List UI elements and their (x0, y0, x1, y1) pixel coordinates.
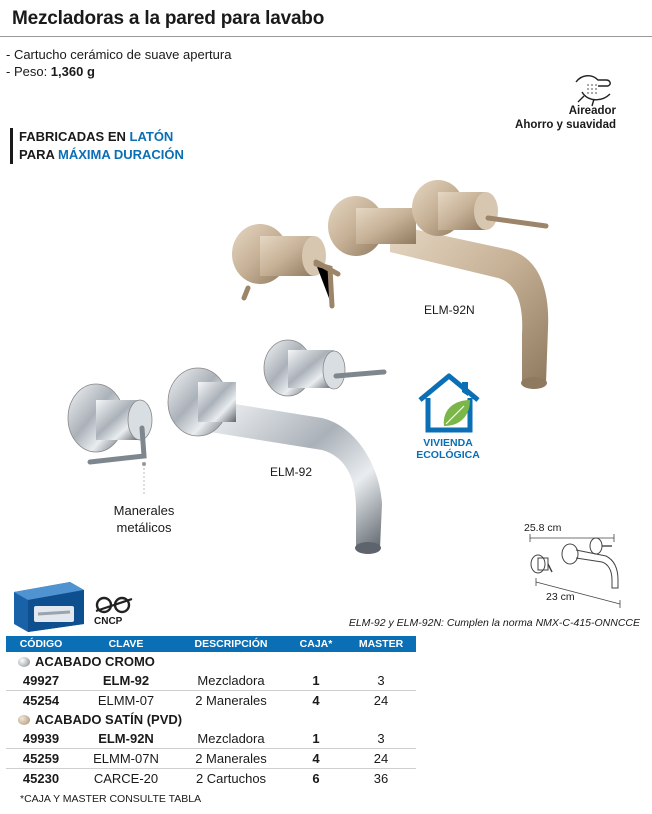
satin-model-label: ELM-92N (424, 303, 475, 317)
manerales-line-2: metálicos (116, 520, 172, 535)
aerator-caption (486, 104, 616, 132)
eco-badge-line-2: ECOLÓGICA (416, 449, 480, 461)
manerales-line-1: Manerales (113, 503, 175, 518)
col-header-master: MASTER (346, 636, 416, 652)
section-row-satin (6, 710, 416, 729)
cell-box: 6 (312, 771, 320, 786)
headline-highlight: LATÓN (129, 129, 174, 144)
table-header-row (6, 636, 416, 652)
table-row (6, 749, 416, 769)
cell-code: 45230 (22, 771, 60, 786)
cell-key: CARCE-20 (93, 771, 159, 786)
feature-cartridge: - Cartucho cerámico de suave apertura (6, 47, 232, 62)
section-title: ACABADO SATÍN (PVD) (35, 712, 183, 727)
cell-box: 4 (312, 693, 320, 708)
headline-line-1 (19, 128, 184, 146)
col-header-description: DESCRIPCIÓN (176, 636, 286, 652)
feature-weight (6, 63, 231, 80)
eco-badge-line-1: VIVIENDA (423, 437, 473, 449)
cell-key: ELMM-07N (76, 749, 176, 769)
chrome-model-label: ELM-92 (270, 465, 313, 479)
satin-finish-icon (18, 715, 30, 725)
cncp-logo-text: CNCP (94, 616, 123, 627)
col-header-code: CÓDIGO (6, 636, 76, 652)
dimension-width: 25.8 cm (524, 522, 562, 534)
aerator-icon (568, 68, 618, 108)
norma-note: ELM-92 y ELM-92N: Cumplen la norma NMX-C-415-ONNCCE (348, 617, 640, 629)
page-title: Mezcladoras a la pared para lavabo (12, 8, 325, 29)
table-row (6, 671, 416, 691)
cell-description: Mezcladora (176, 671, 286, 691)
cell-box: 1 (286, 729, 346, 749)
col-header-box: CAJA* (286, 636, 346, 652)
headline-highlight: MÁXIMA DURACIÓN (58, 147, 184, 162)
col-header-key: CLAVE (76, 636, 176, 652)
cell-code: 45254 (22, 693, 60, 708)
cell-description: Mezcladora (176, 729, 286, 749)
cell-key: ELM-92 (76, 671, 176, 691)
eco-house-icon (414, 370, 484, 436)
table-row (6, 729, 416, 749)
dimension-diagram (516, 524, 636, 614)
manerales-caption (104, 502, 184, 536)
cell-code: 49927 (6, 671, 76, 691)
cell-key: ELMM-07 (97, 693, 155, 708)
product-table (6, 636, 416, 788)
cell-master: 3 (346, 729, 416, 749)
dimension-length: 23 cm (546, 591, 575, 603)
feature-list (6, 46, 231, 80)
title-divider (0, 36, 652, 37)
weight-value: 1,360 g (50, 64, 95, 79)
headline-text: FABRICADAS EN (19, 129, 130, 144)
cell-box: 1 (286, 671, 346, 691)
section-row-chrome (6, 652, 416, 671)
cell-description: 2 Manerales (195, 693, 267, 708)
cell-box: 4 (286, 749, 346, 769)
cell-description: 2 Manerales (176, 749, 286, 769)
cell-master: 24 (373, 693, 389, 708)
cell-code: 49939 (6, 729, 76, 749)
cell-master: 24 (346, 749, 416, 769)
material-headline (10, 128, 184, 164)
table-row (6, 691, 416, 711)
product-box-image (10, 576, 88, 634)
cell-description: 2 Cartuchos (195, 771, 267, 786)
cncp-logo (92, 595, 136, 615)
table-row (6, 769, 416, 789)
table-footnote: *CAJA Y MASTER CONSULTE TABLA (20, 793, 202, 805)
chrome-finish-icon (18, 657, 30, 667)
weight-label: - Peso: (6, 64, 51, 79)
cell-code: 45259 (6, 749, 76, 769)
aerator-title: Aireador (568, 105, 616, 117)
section-title: ACABADO CROMO (35, 654, 155, 669)
cell-key: ELM-92N (76, 729, 176, 749)
cell-master: 36 (373, 771, 389, 786)
headline-text: PARA (19, 147, 58, 162)
aerator-subtitle: Ahorro y suavidad (515, 119, 616, 131)
headline-line-2 (19, 146, 184, 164)
cell-master: 3 (346, 671, 416, 691)
eco-badge-text (410, 437, 486, 461)
